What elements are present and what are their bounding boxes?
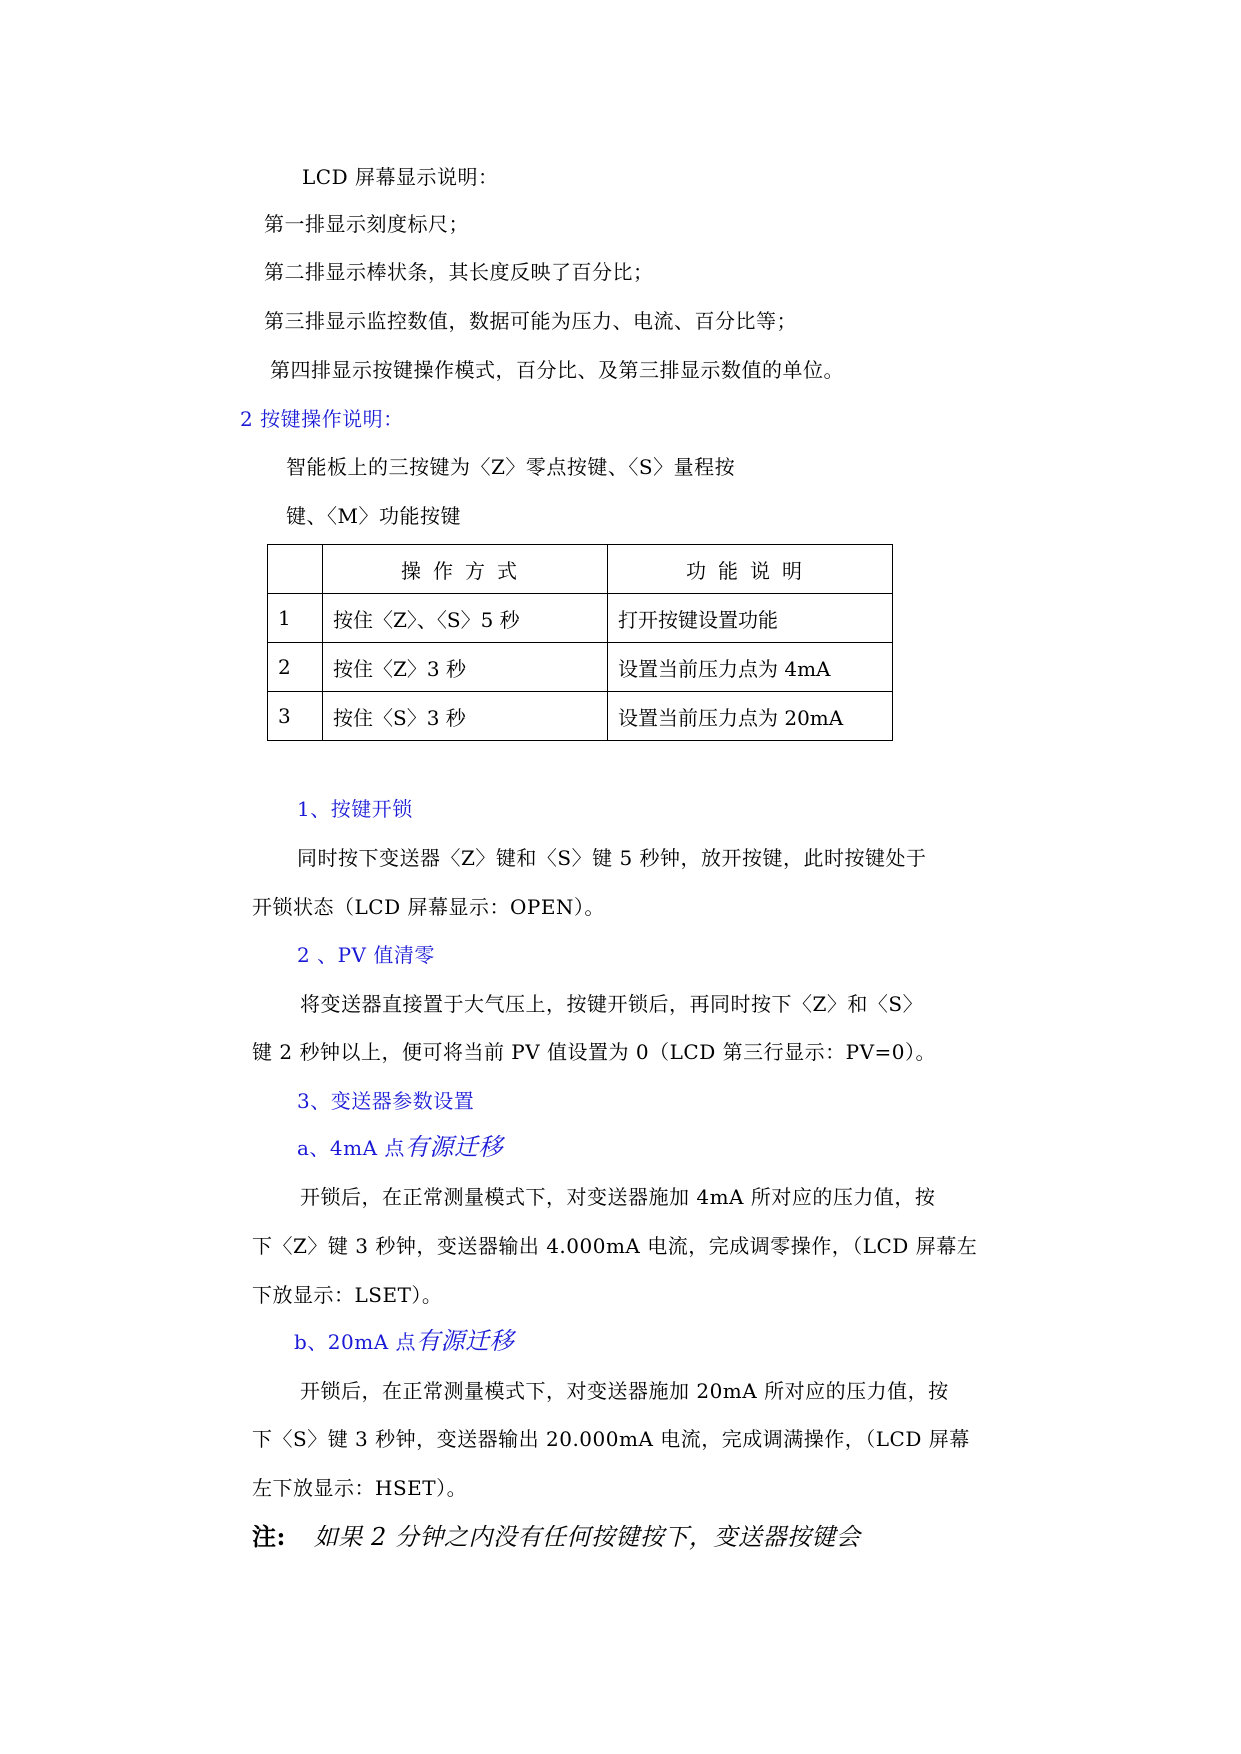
point-4ma-paragraph-line3: 下放显示：LSET）。 bbox=[252, 1283, 443, 1307]
note-text: 如果 2 分钟之内没有任何按键按下，变送器按键会 bbox=[313, 1523, 861, 1551]
point-4ma-italic: 有源迁移 bbox=[404, 1133, 503, 1161]
point-4ma-paragraph-line2: 下〈Z〉键 3 秒钟，变送器输出 4.000mA 电流，完成调零操作，（LCD 屏幕左 bbox=[252, 1234, 978, 1258]
point-20ma-paragraph-line2: 下〈S〉键 3 秒钟，变送器输出 20.000mA 电流，完成调满操作，（LCD 屏幕 bbox=[252, 1427, 970, 1451]
point-20ma-italic: 有源迁移 bbox=[416, 1327, 515, 1355]
table-header-operation: 操作方式 bbox=[323, 545, 608, 594]
table-cell-function: 设置当前压力点为 4mA bbox=[608, 643, 893, 692]
unlock-paragraph-line2: 开锁状态（LCD 屏幕显示：OPEN）。 bbox=[252, 895, 605, 919]
point-4ma-paragraph-line1: 开锁后，在正常测量模式下，对变送器施加 4mA 所对应的压力值，按 bbox=[300, 1185, 936, 1209]
table-header-row bbox=[268, 545, 893, 594]
pv-zero-paragraph-line1: 将变送器直接置于大气压上，按键开锁后，再同时按下〈Z〉和〈S〉 bbox=[300, 992, 924, 1016]
lcd-row3-text: 第三排显示监控数值，数据可能为压力、电流、百分比等； bbox=[264, 309, 797, 333]
point-4ma-prefix: a、4mA 点 bbox=[297, 1136, 405, 1160]
table-cell-operation: 按住〈S〉3 秒 bbox=[323, 692, 608, 741]
note bbox=[252, 1522, 860, 1552]
table-cell-index: 3 bbox=[268, 692, 323, 741]
point-20ma-paragraph-line1: 开锁后，在正常测量模式下，对变送器施加 20mA 所对应的压力值，按 bbox=[300, 1379, 949, 1403]
unlock-paragraph-line1: 同时按下变送器〈Z〉键和〈S〉键 5 秒钟，放开按键，此时按键处于 bbox=[297, 846, 927, 870]
table-cell-index: 1 bbox=[268, 594, 323, 643]
table-header-function: 功能说明 bbox=[608, 545, 893, 594]
table-cell-index: 2 bbox=[268, 643, 323, 692]
lcd-row4-text: 第四排显示按键操作模式，百分比、及第三排显示数值的单位。 bbox=[270, 358, 844, 382]
point-20ma-prefix: b、20mA 点 bbox=[294, 1330, 417, 1354]
lcd-title: LCD 屏幕显示说明： bbox=[302, 165, 499, 189]
operations-table bbox=[267, 544, 893, 741]
pv-zero-title: 2 、PV 值清零 bbox=[297, 943, 435, 967]
keys-heading: 2 按键操作说明： bbox=[240, 407, 404, 431]
table-cell-function: 设置当前压力点为 20mA bbox=[608, 692, 893, 741]
point-4ma-title bbox=[297, 1134, 503, 1161]
keys-intro-line1: 智能板上的三按键为〈Z〉零点按键、〈S〉量程按 bbox=[286, 455, 736, 479]
table-cell-function: 打开按键设置功能 bbox=[608, 594, 893, 643]
table-row bbox=[268, 692, 893, 741]
table-row bbox=[268, 643, 893, 692]
point-20ma-title bbox=[294, 1328, 514, 1355]
lcd-row2-text: 第二排显示棒状条，其长度反映了百分比； bbox=[264, 260, 654, 284]
table-header-index bbox=[268, 545, 323, 594]
pv-zero-paragraph-line2: 键 2 秒钟以上，便可将当前 PV 值设置为 0（LCD 第三行显示：PV=0）。 bbox=[252, 1040, 936, 1064]
unlock-title: 1、按键开锁 bbox=[297, 797, 413, 821]
lcd-row1-text: 第一排显示刻度标尺； bbox=[264, 212, 469, 236]
point-20ma-paragraph-line3: 左下放显示：HSET）。 bbox=[252, 1476, 468, 1500]
keys-intro-line2: 键、〈M〉功能按键 bbox=[286, 504, 461, 528]
param-setting-title: 3、变送器参数设置 bbox=[297, 1089, 475, 1113]
table-cell-operation: 按住〈Z〉、〈S〉5 秒 bbox=[323, 594, 608, 643]
note-label: 注: bbox=[252, 1522, 286, 1551]
table-row bbox=[268, 594, 893, 643]
table-cell-operation: 按住〈Z〉3 秒 bbox=[323, 643, 608, 692]
